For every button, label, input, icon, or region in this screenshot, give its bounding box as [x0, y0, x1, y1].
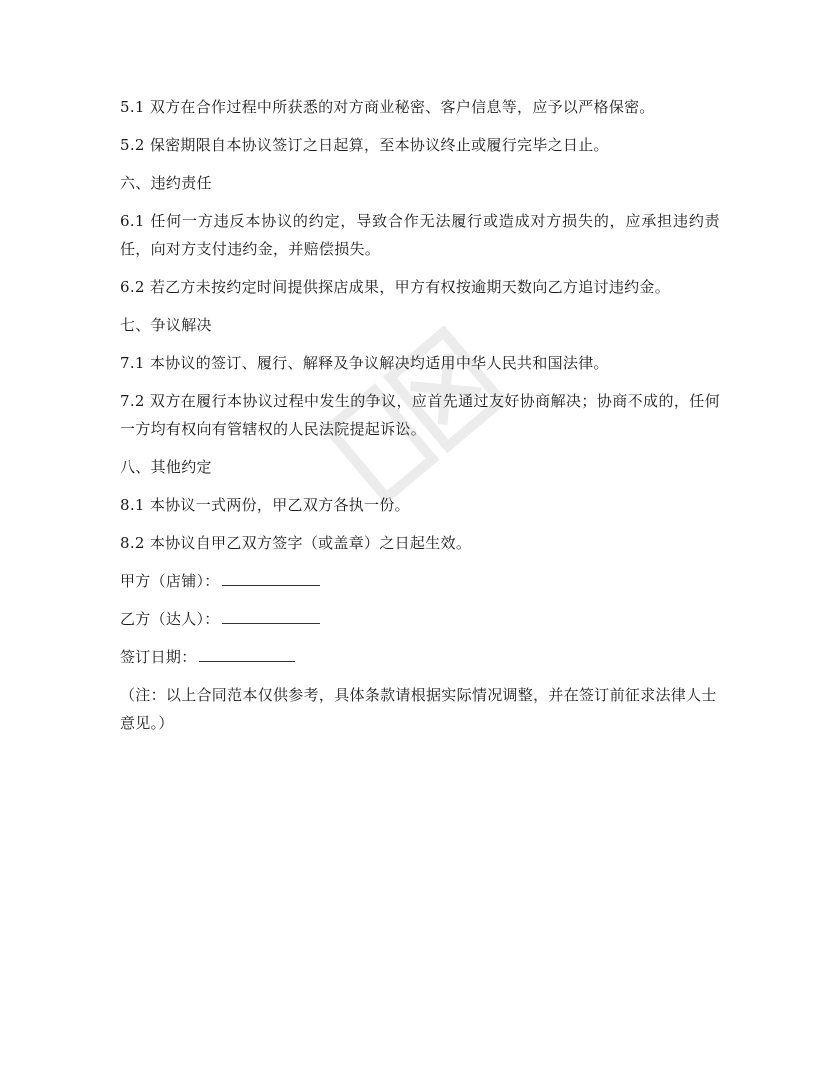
- sign-date-blank[interactable]: [199, 645, 295, 662]
- clause-5-2: 5.2 保密期限自本协议签订之日起算，至本协议终止或履行完毕之日止。: [120, 136, 609, 154]
- clause-6-1: 6.1 任何一方违反本协议的约定，导致合作无法履行或造成对方损失的，应承担违约责任，向对方支付违约金，并赔偿损失。: [120, 212, 720, 258]
- clause-5-1: 5.1 双方在合作过程中所获悉的对方商业秘密、客户信息等，应予以严格保密。: [120, 98, 655, 116]
- disclaimer-note: （注：以上合同范本仅供参考，具体条款请根据实际情况调整，并在签订前征求法律人士意见。）: [120, 686, 717, 732]
- clause-8-1: 8.1 本协议一式两份，甲乙双方各执一份。: [120, 496, 410, 514]
- clause-7-1: 7.1 本协议的签订、履行、解释及争议解决均适用中华人民共和国法律。: [120, 354, 609, 372]
- clause-6-2: 6.2 若乙方未按约定时间提供探店成果，甲方有权按逾期天数向乙方追讨违约金。: [120, 278, 671, 296]
- party-b-blank[interactable]: [222, 607, 320, 624]
- party-a-label: 甲方（店铺）：: [120, 572, 220, 590]
- sign-date-line: [120, 643, 720, 671]
- document-body: [120, 93, 720, 737]
- section-heading-breach: 六、违约责任: [120, 174, 212, 192]
- party-a-signature-line: [120, 567, 720, 595]
- clause-8-2: 8.2 本协议自甲乙双方签字（或盖章）之日起生效。: [120, 534, 472, 552]
- section-heading-dispute: 七、争议解决: [120, 316, 212, 334]
- party-b-label: 乙方（达人）：: [120, 610, 220, 628]
- party-a-blank[interactable]: [222, 569, 320, 586]
- section-heading-other: 八、其他约定: [120, 458, 212, 476]
- sign-date-label: 签订日期：: [120, 648, 197, 666]
- clause-7-2: 7.2 双方在履行本协议过程中发生的争议，应首先通过友好协商解决；协商不成的，任何一方均有权向有管辖权的人民法院提起诉讼。: [120, 392, 720, 438]
- party-b-signature-line: [120, 605, 720, 633]
